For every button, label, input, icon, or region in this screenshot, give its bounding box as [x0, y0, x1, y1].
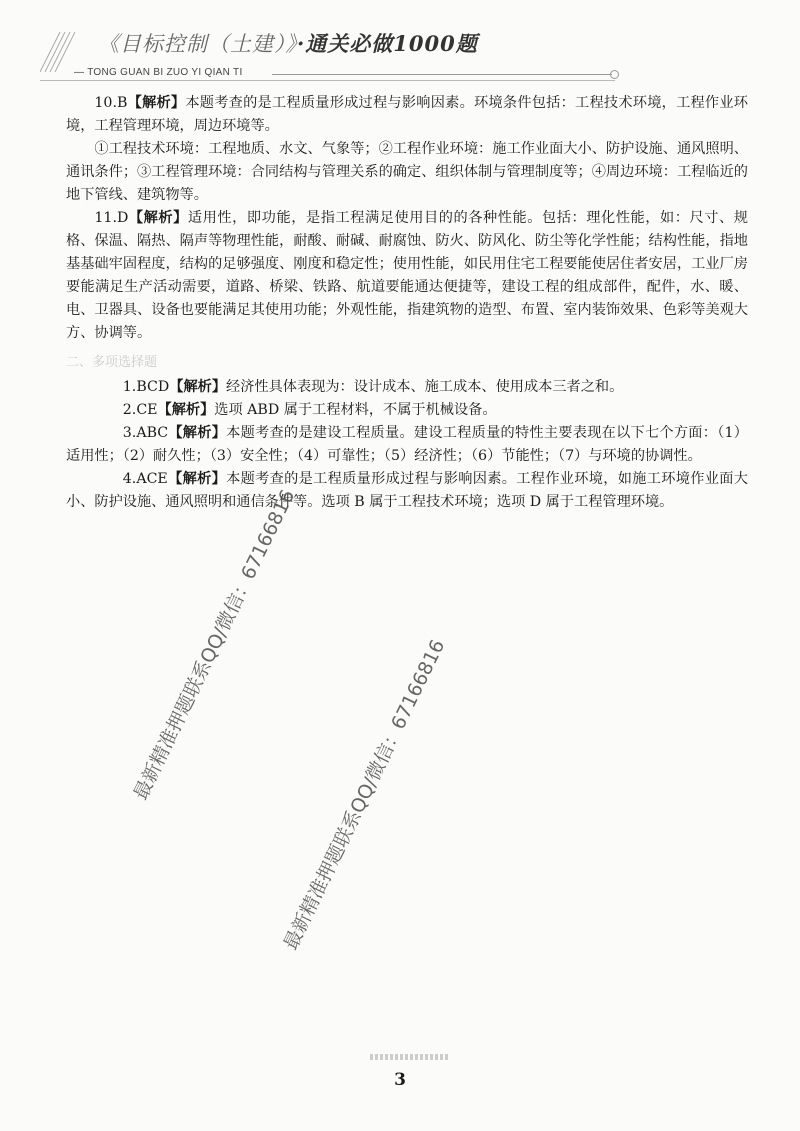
- header-title: 《目标控制（土建）》·通关必做1000题: [98, 31, 478, 56]
- section-heading-multiple-choice: 二、多项选择题: [66, 355, 158, 370]
- answer-10: 10.B【解析】本题考查的是工程质量形成过程与影响因素。环境条件包括：工程技术环境，工程作业环境，工程管理环境，周边环境等。: [66, 95, 748, 134]
- header-hatch-decoration: [40, 32, 76, 72]
- page-body: [66, 92, 748, 514]
- page-header: [40, 22, 780, 82]
- answer-m2: 2.CE【解析】选项 ABD 属于工程材料，不属于机械设备。: [122, 402, 497, 418]
- answer-m4: 4.ACE【解析】本题考查的是工程质量形成过程与影响因素。工程作业环境，如施工环境作业面大小、防护设施、通风照明和通信条件等。选项 B 属于工程技术环境；选项 D 属于工程管理环境。: [66, 471, 748, 510]
- answer-m1: 1.BCD【解析】经济性具体表现为：设计成本、施工成本、使用成本三者之和。: [122, 379, 624, 395]
- answer-10-detail: ①工程技术环境：工程地质、水文、气象等；②工程作业环境：施工作业面大小、防护设施、通风照明、通讯条件；③工程管理环境：合同结构与管理关系的确定、组织体制与管理制度等；④周边环境：工程临近的地下管线、建筑物等。: [66, 141, 748, 203]
- page-number: 3: [394, 1070, 406, 1090]
- header-subtitle: — TONG GUAN BI ZUO YI QIAN TI: [74, 67, 243, 78]
- footer-ornament: [370, 1054, 450, 1060]
- header-rule-lower: [40, 80, 615, 81]
- watermark-lower: 最新精准押题联系QQ/微信：6716681​6: [279, 636, 450, 954]
- header-rule: [272, 74, 612, 75]
- answer-11: 11.D【解析】适用性，即功能，是指工程满足使用目的的各种性能。包括：理化性能，如：尺寸、规格、保温、隔热、隔声等物理性能，耐酸、耐碱、耐腐蚀、防火、防风化、防尘等化学性能；结构性能，指地基基础牢固程度，结构的足够强度、刚度和稳定性；使用性能，如民用住宅工程要能使居住者安居，工业厂房要能满足生产活动需要，道路、桥梁、铁路、航道要能通达便捷等，建设工程的组成部件，配件，水、暖、电、卫器具、设备也要能满足其使用功能；外观性能，指建筑物的造型、布置、室内装饰效果、色彩等美观大方、协调等。: [66, 210, 748, 341]
- answer-m3: 3.ABC【解析】本题考查的是建设工程质量。建设工程质量的特性主要表现在以下七个方面：（1）适用性；（2）耐久性；（3）安全性；（4）可靠性；（5）经济性；（6）节能性；（7）与环境的协调性。: [66, 425, 748, 464]
- header-dot: [610, 70, 619, 79]
- watermark-upper: 最新精准押题联系QQ/微信：6716681​6: [129, 486, 300, 804]
